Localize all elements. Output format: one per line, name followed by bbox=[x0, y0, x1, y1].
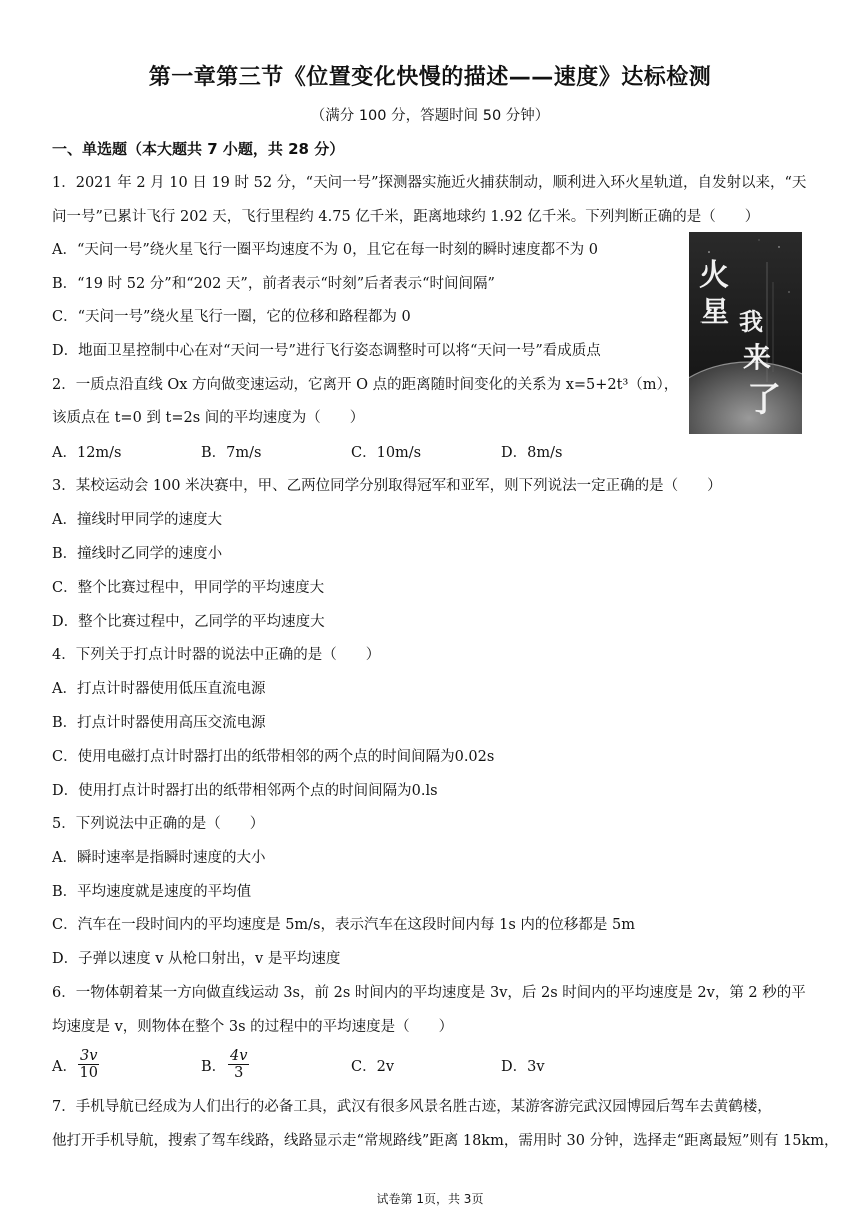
q6-option-d: D．3v bbox=[501, 1059, 545, 1075]
q2-stem-line2: 该质点在 t=0 到 t=2s 间的平均速度为（ ） bbox=[52, 410, 365, 426]
poster-char-1: 火 bbox=[699, 258, 729, 293]
q5-option-b: B．平均速度就是速度的平均值 bbox=[52, 884, 252, 900]
page-footer: 试卷第 1页，共 3页 bbox=[376, 1192, 484, 1206]
q6-b-numerator: 4v bbox=[230, 1048, 248, 1064]
q1-option-c: C．“天问一号”绕火星飞行一圈，它的位移和路程都为 0 bbox=[52, 309, 411, 325]
q6-b-denominator: 3 bbox=[234, 1065, 244, 1081]
q6-option-b-fraction bbox=[228, 1048, 249, 1081]
q6-option-c: C．2v bbox=[351, 1059, 395, 1075]
q1-option-b: B．“19 时 52 分”和“202 天”，前者表示“时刻”后者表示“时间间隔” bbox=[52, 276, 495, 292]
q6-stem-line1: 6．一物体朝着某一方向做直线运动 3s，前 2s 时间内的平均速度是 3v，后 2s 时间内的平均速度是 2v，第 2 秒的平 bbox=[52, 985, 806, 1001]
q6-a-numerator: 3v bbox=[80, 1048, 98, 1064]
q5-stem: 5．下列说法中正确的是（ ） bbox=[52, 816, 265, 832]
q1-stem-line1: 1．2021 年 2 月 10 日 19 时 52 分，“天问一号”探测器实施近火捕获制动，顺利进入环火星轨道，自发射以来，“天 bbox=[52, 175, 807, 191]
q2-options bbox=[52, 443, 752, 463]
poster-char-3: 我 bbox=[739, 307, 763, 336]
q6-options bbox=[52, 1048, 752, 1088]
q6-option-b-label: B． bbox=[201, 1059, 227, 1075]
q4-option-d: D．使用打点计时器打出的纸带相邻两个点的时间间隔为0.ls bbox=[52, 783, 438, 799]
mars-poster-image bbox=[689, 232, 802, 434]
q7-stem-line2: 他打开手机导航，搜索了驾车线路，线路显示走“常规路线”距离 18km，需用时 30 分钟，选择走“距离最短”则有 15km， bbox=[52, 1133, 839, 1149]
q7-stem-line1: 7．手机导航已经成为人们出行的必备工具，武汉有很多风景名胜古迹，某游客游完武汉园博园后驾车去黄鹤楼， bbox=[52, 1099, 772, 1115]
q5-option-a: A．瞬时速率是指瞬时速度的大小 bbox=[52, 850, 266, 866]
q3-option-a: A．撞线时甲同学的速度大 bbox=[52, 512, 222, 528]
poster-char-2: 星 bbox=[701, 295, 730, 328]
page-title: 第一章第三节《位置变化快慢的描述——速度》达标检测 bbox=[148, 65, 712, 90]
q2-option-c: C．10m/s bbox=[351, 445, 422, 461]
q6-stem-line2: 均速度是 v，则物体在整个 3s 的过程中的平均速度是（ ） bbox=[52, 1019, 454, 1035]
q4-stem: 4．下列关于打点计时器的说法中正确的是（ ） bbox=[52, 647, 381, 663]
q1-stem-line2: 问一号”已累计飞行 202 天，飞行里程约 4.75 亿千米，距离地球约 1.92 亿千米。下列判断正确的是（ ） bbox=[52, 209, 760, 225]
q5-option-c: C．汽车在一段时间内的平均速度是 5m/s，表示汽车在这段时间内每 1s 内的位移都是 5m bbox=[52, 917, 635, 933]
q6-a-denominator: 10 bbox=[79, 1065, 98, 1081]
q3-option-b: B．撞线时乙同学的速度小 bbox=[52, 546, 223, 562]
q1-option-d: D．地面卫星控制中心在对“天问一号”进行飞行姿态调整时可以将“天问一号”看成质点 bbox=[52, 343, 601, 359]
q2-option-d: D．8m/s bbox=[501, 445, 563, 461]
q3-option-d: D．整个比赛过程中，乙同学的平均速度大 bbox=[52, 614, 325, 630]
page-subtitle: （满分 100 分，答题时间 50 分钟） bbox=[310, 108, 550, 124]
q1-option-a: A．“天问一号”绕火星飞行一圈平均速度不为 0，且它在每一时刻的瞬时速度都不为 0 bbox=[52, 242, 598, 258]
section-heading: 一、单选题（本大题共 7 小题，共 28 分） bbox=[52, 140, 345, 158]
q2-option-a: A．12m/s bbox=[52, 445, 122, 461]
q6-option-a-label: A． bbox=[52, 1059, 77, 1075]
q5-option-d: D．子弹以速度 v 从枪口射出，v 是平均速度 bbox=[52, 951, 341, 967]
poster-char-5: 了 bbox=[747, 380, 781, 420]
q4-option-b: B．打点计时器使用高压交流电源 bbox=[52, 715, 266, 731]
q2-option-b: B．7m/s bbox=[201, 445, 262, 461]
poster-char-4: 来 bbox=[743, 341, 772, 374]
q3-stem: 3．某校运动会 100 米决赛中，甲、乙两位同学分别取得冠军和亚军，则下列说法一定正确的是（ ） bbox=[52, 478, 722, 494]
q4-option-a: A．打点计时器使用低压直流电源 bbox=[52, 681, 266, 697]
q2-stem-line1: 2．一质点沿直线 Ox 方向做变速运动，它离开 O 点的距离随时间变化的关系为 x=5+2t³（m）， bbox=[52, 377, 679, 393]
q4-option-c: C．使用电磁打点计时器打出的纸带相邻的两个点的时间间隔为0.02s bbox=[52, 749, 495, 765]
q6-option-a-fraction bbox=[78, 1048, 99, 1081]
q3-option-c: C．整个比赛过程中，甲同学的平均速度大 bbox=[52, 580, 325, 596]
